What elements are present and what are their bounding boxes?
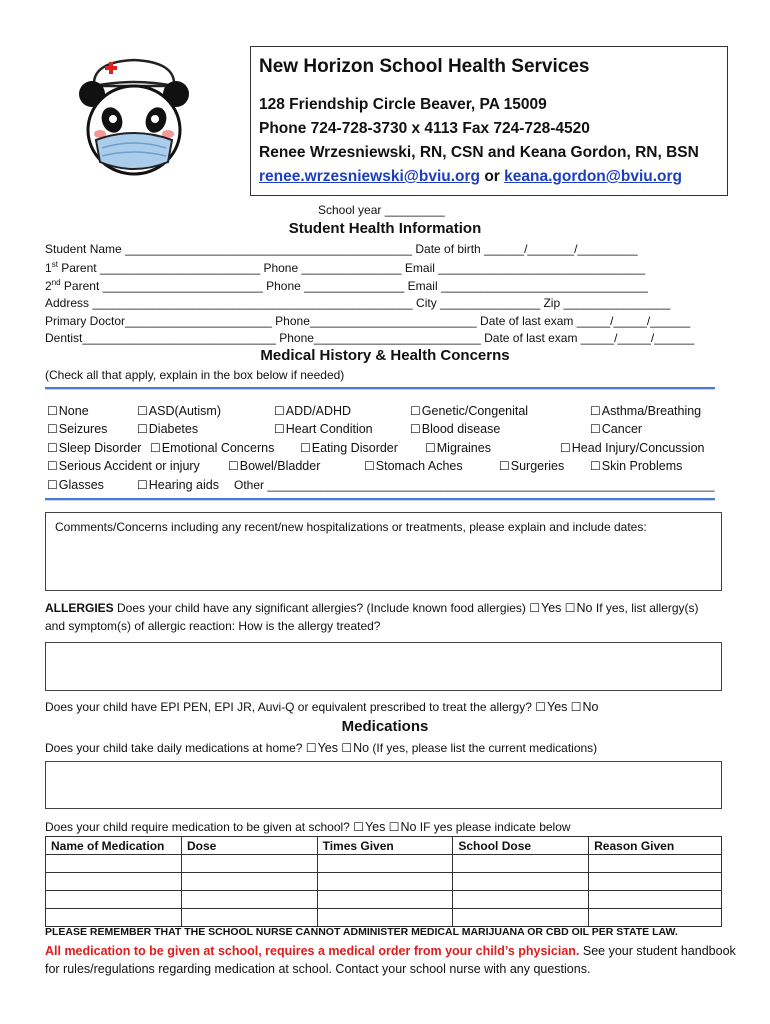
checkbox-heart[interactable]: ☐ Heart Condition (274, 422, 373, 436)
allergies-yes-checkbox[interactable]: ☐ Yes (529, 601, 561, 615)
parent1-line[interactable]: 1st Parent ________________________ Phone _______________ Email _______________________________ (45, 260, 646, 275)
daily-med-question (45, 741, 597, 755)
checkbox-eating[interactable]: ☐ Eating Disorder (300, 441, 398, 455)
medical-history-title: Medical History & Health Concerns (260, 347, 510, 364)
medical-history-instructions: (Check all that apply, explain in the box below if needed) (45, 368, 345, 382)
allergies-question-text: Does your child have any significant allergies? (Include known food allergies) (117, 601, 526, 615)
dentist-line[interactable]: Dentist_____________________________ Phone_________________________ Date of last exam _____/_____/______ (45, 331, 695, 345)
checkbox-skin[interactable]: ☐ Skin Problems (590, 459, 682, 473)
footer-rules-text: for rules/regulations regarding medication at school. Contact your school nurse with any questions. (45, 962, 591, 976)
checkbox-bowel[interactable]: ☐ Bowel/Bladder (228, 459, 320, 473)
epi-question-text: Does your child have EPI PEN, EPI JR, Auvi-Q or equivalent prescribed to treat the allergy? (45, 700, 532, 714)
checkbox-stomach[interactable]: ☐ Stomach Aches (364, 459, 463, 473)
checkbox-hearing-aids[interactable]: ☐ Hearing aids (137, 478, 219, 492)
school-med-no-checkbox[interactable]: ☐ No (389, 820, 417, 834)
daily-medications-box[interactable] (45, 761, 722, 809)
allergies-after-text: If yes, list allergy(s) (595, 601, 699, 615)
organization-address: 128 Friendship Circle Beaver, PA 15009 (259, 96, 547, 113)
footer-medication-order (45, 944, 736, 958)
blue-divider-top (45, 387, 715, 390)
handbook-text: See your student handbook (579, 944, 736, 958)
student-info-title: Student Health Information (288, 220, 482, 237)
checkbox-cancer[interactable]: ☐ Cancer (590, 422, 642, 436)
checkbox-blood[interactable]: ☐ Blood disease (410, 422, 500, 436)
col-times-given: Times Given (317, 837, 453, 855)
student-name-line[interactable]: Student Name ___________________________________________ Date of birth ______/_______/_________ (45, 242, 638, 256)
col-reason-given: Reason Given (589, 837, 722, 855)
allergies-no-checkbox[interactable]: ☐ No (565, 601, 593, 615)
school-med-yes-checkbox[interactable]: ☐ Yes (353, 820, 385, 834)
daily-med-question-text: Does your child take daily medications at home? (45, 741, 303, 755)
checkbox-add-adhd[interactable]: ☐ ADD/ADHD (274, 404, 351, 418)
red-medication-order-text: All medication to be given at school, requires a medical order from your child’s physician. (45, 944, 580, 958)
checkbox-diabetes[interactable]: ☐ Diabetes (137, 422, 198, 436)
checkbox-surgeries[interactable]: ☐ Surgeries (499, 459, 564, 473)
checkbox-sleep[interactable]: ☐ Sleep Disorder (47, 441, 141, 455)
daily-med-after-text: (If yes, please list the current medications) (372, 741, 598, 755)
checkbox-glasses[interactable]: ☐ Glasses (47, 478, 104, 492)
primary-doctor-line[interactable]: Primary Doctor______________________ Phone_________________________ Date of last exam _____/_____/______ (45, 314, 691, 328)
checkbox-emotional[interactable]: ☐ Emotional Concerns (150, 441, 274, 455)
checkbox-genetic[interactable]: ☐ Genetic/Congenital (410, 404, 528, 418)
cbd-notice: PLEASE REMEMBER THAT THE SCHOOL NURSE CANNOT ADMINISTER MEDICAL MARIJUANA OR CBD OIL PER STATE LAW. (45, 926, 678, 938)
checkbox-asd[interactable]: ☐ ASD(Autism) (137, 404, 221, 418)
epi-yes-checkbox[interactable]: ☐ Yes (535, 700, 567, 714)
address-line[interactable]: Address ________________________________________________ City _______________ Zip ________________ (45, 296, 671, 310)
checkbox-migraines[interactable]: ☐ Migraines (425, 441, 491, 455)
epi-no-checkbox[interactable]: ☐ No (571, 700, 599, 714)
school-year-field[interactable]: School year _________ (318, 203, 445, 217)
nurse-names: Renee Wrzesniewski, RN, CSN and Keana Gordon, RN, BSN (259, 144, 699, 161)
email-or: or (484, 168, 500, 185)
school-med-after-text: IF yes please indicate below (419, 820, 571, 834)
parent2-line[interactable]: 2nd Parent ________________________ Phone _______________ Email _______________________________ (45, 278, 648, 293)
daily-med-no-checkbox[interactable]: ☐ No (341, 741, 369, 755)
checkbox-accident[interactable]: ☐ Serious Accident or injury (47, 459, 200, 473)
epi-question (45, 700, 599, 714)
panda-nurse-logo (72, 52, 196, 182)
other-condition-field[interactable]: Other ___________________________________________________________________ (234, 478, 715, 492)
table-row[interactable] (46, 855, 722, 873)
checkbox-head-injury[interactable]: ☐ Head Injury/Concussion (560, 441, 704, 455)
organization-name: New Horizon School Health Services (259, 56, 590, 77)
table-row[interactable] (46, 909, 722, 927)
email-link-keana[interactable]: keana.gordon@bviu.org (504, 168, 683, 185)
medication-table (45, 836, 722, 927)
allergies-label: ALLERGIES (45, 601, 114, 615)
checkbox-asthma[interactable]: ☐ Asthma/Breathing (590, 404, 701, 418)
table-row[interactable] (46, 873, 722, 891)
blue-divider-bottom (45, 498, 715, 501)
contact-emails (259, 168, 682, 186)
col-medication-name: Name of Medication (46, 837, 182, 855)
col-school-dose: School Dose (453, 837, 589, 855)
comments-label: Comments/Concerns including any recent/new hospitalizations or treatments, please explain and include dates: (55, 520, 647, 534)
school-med-question (45, 820, 571, 834)
organization-phone: Phone 724-728-3730 x 4113 Fax 724-728-4520 (259, 120, 590, 137)
email-link-renee[interactable]: renee.wrzesniewski@bviu.org (259, 168, 480, 185)
table-row[interactable] (46, 891, 722, 909)
checkbox-seizures[interactable]: ☐ Seizures (47, 422, 107, 436)
medications-title: Medications (341, 718, 429, 735)
allergies-box[interactable] (45, 642, 722, 691)
allergies-question (45, 601, 699, 615)
medication-table-header (46, 837, 722, 855)
school-med-question-text: Does your child require medication to be given at school? (45, 820, 350, 834)
allergies-line2: and symptom(s) of allergic reaction: How is the allergy treated? (45, 619, 381, 633)
checkbox-none[interactable]: ☐ None (47, 404, 89, 418)
daily-med-yes-checkbox[interactable]: ☐ Yes (306, 741, 338, 755)
col-dose: Dose (181, 837, 317, 855)
